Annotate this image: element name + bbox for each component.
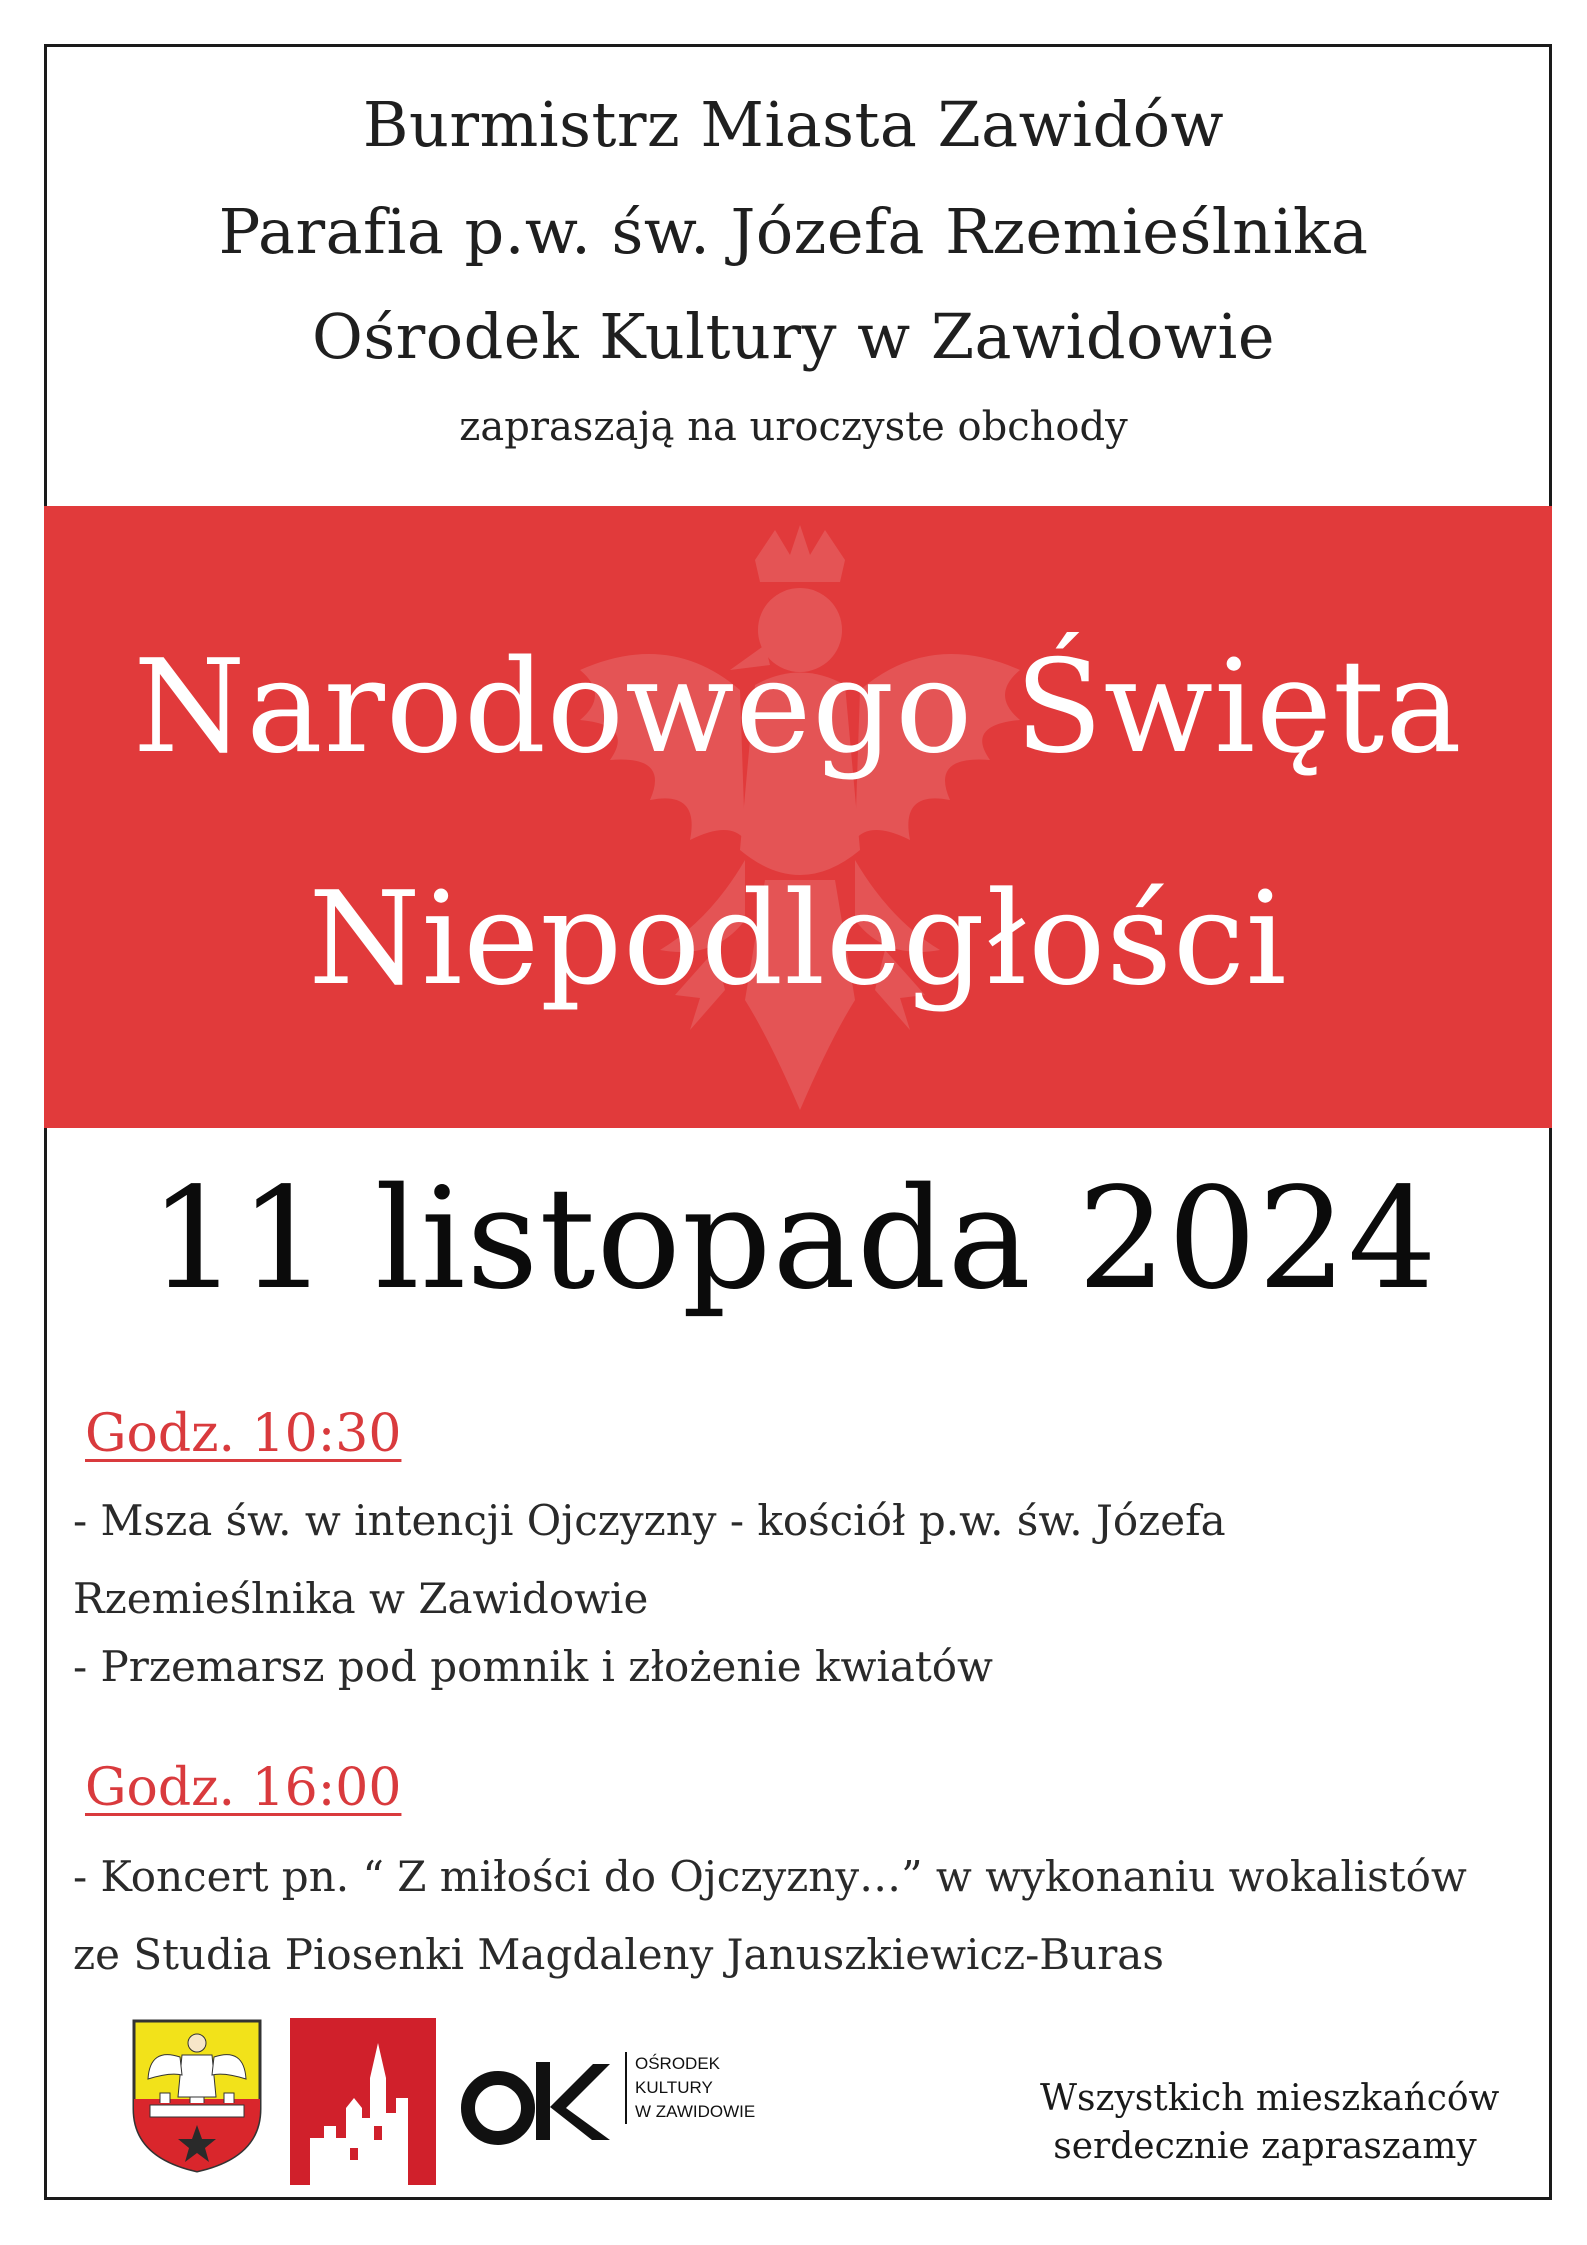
organizer-culture-center: Ośrodek Kultury w Zawidowie [311,300,1276,373]
ok-logo-line: KULTURY [635,2078,713,2097]
event-date: 11 listopada 2024 [149,1158,1438,1321]
schedule-item-mass: - Msza św. w intencji Ojczyzny - kościół p.w. św. Józefa Rzemieślnika w Zawidowie [73,1496,1226,1623]
schedule-item-march: - Przemarsz pod pomnik i złożenie kwiatów [73,1642,994,1691]
schedule-item-concert: - Koncert pn. “ Z miłości do Ojczyzny…” w wykonaniu wokalistów ze Studia Piosenki Magdaleny Januszkiewicz-Buras [73,1852,1467,1979]
banner-title-line-1: Narodowego Święta [133,633,1463,782]
organizer-parish: Parafia p.w. św. Józefa Rzemieślnika [218,195,1369,268]
ok-logo-line: OŚRODEK [635,2054,721,2073]
white-eagle-emblem [540,520,1060,1120]
title-banner [44,506,1552,1128]
ok-logo-text [625,2052,755,2124]
invitation-text: zapraszają na uroczyste obchody [459,404,1128,450]
time-label-morning: Godz. 10:30 [85,1404,402,1464]
closing-line-2: serdecznie zapraszamy [1053,2126,1477,2167]
ok-culture-center-logo [458,2052,618,2152]
closing-line-1: Wszystkich mieszkańców [1040,2078,1500,2119]
time-label-afternoon: Godz. 16:00 [85,1758,402,1818]
ok-logo-line: W ZAWIDOWIE [635,2102,756,2121]
banner-title-line-2: Niepodległości [308,865,1288,1014]
zawidow-coat-of-arms-logo [130,2017,264,2175]
town-silhouette-logo [290,2018,436,2185]
organizer-mayor: Burmistrz Miasta Zawidów [362,88,1225,161]
closing-invitation [1040,2075,1500,2171]
